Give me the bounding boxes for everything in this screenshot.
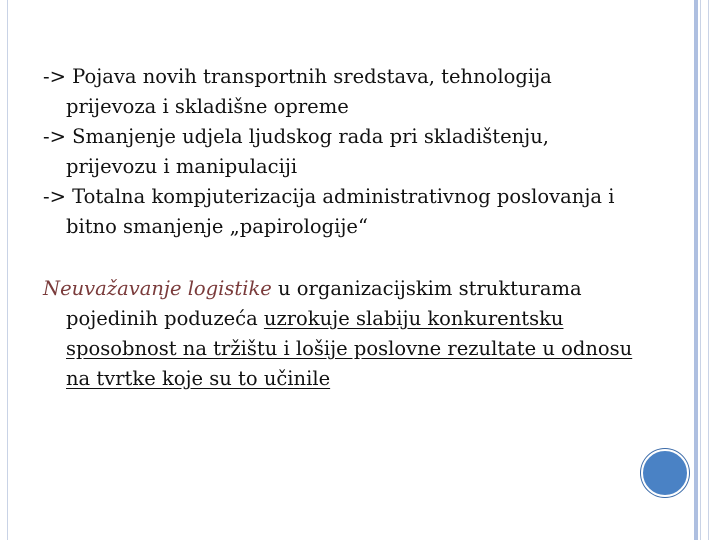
logistics-paragraph [43,274,643,394]
bullet-labor: -> Smanjenje udjela ljudskog rada pri skladištenju, prijevozu i manipulaciji [43,125,549,178]
paragraph-plain-text: u organizacijskim strukturama pojedinih poduzeća [66,277,582,330]
slide-content [43,62,643,394]
right-border-thick [694,0,698,540]
right-border-thin-outer [708,0,709,540]
slide-circle-icon [641,449,689,497]
bullet-transport: -> Pojava novih transportnih sredstava, tehnologija prijevoza i skladišne opreme [43,65,552,118]
left-border-line [7,0,8,540]
bullet-computerization: -> Totalna kompjuterizacija administrativnog poslovanja i bitno smanjenje „papirologije“ [43,185,615,238]
right-border-thin [700,0,701,540]
paragraph-gap [43,242,643,274]
underlined-conclusion: uzrokuje slabiju konkurentsku sposobnost na tržištu i lošije poslovne rezultate u odnosu na tvrtke koje su to učinile [66,307,633,390]
emphasis-phrase: Neuvažavanje logistike [43,277,272,300]
